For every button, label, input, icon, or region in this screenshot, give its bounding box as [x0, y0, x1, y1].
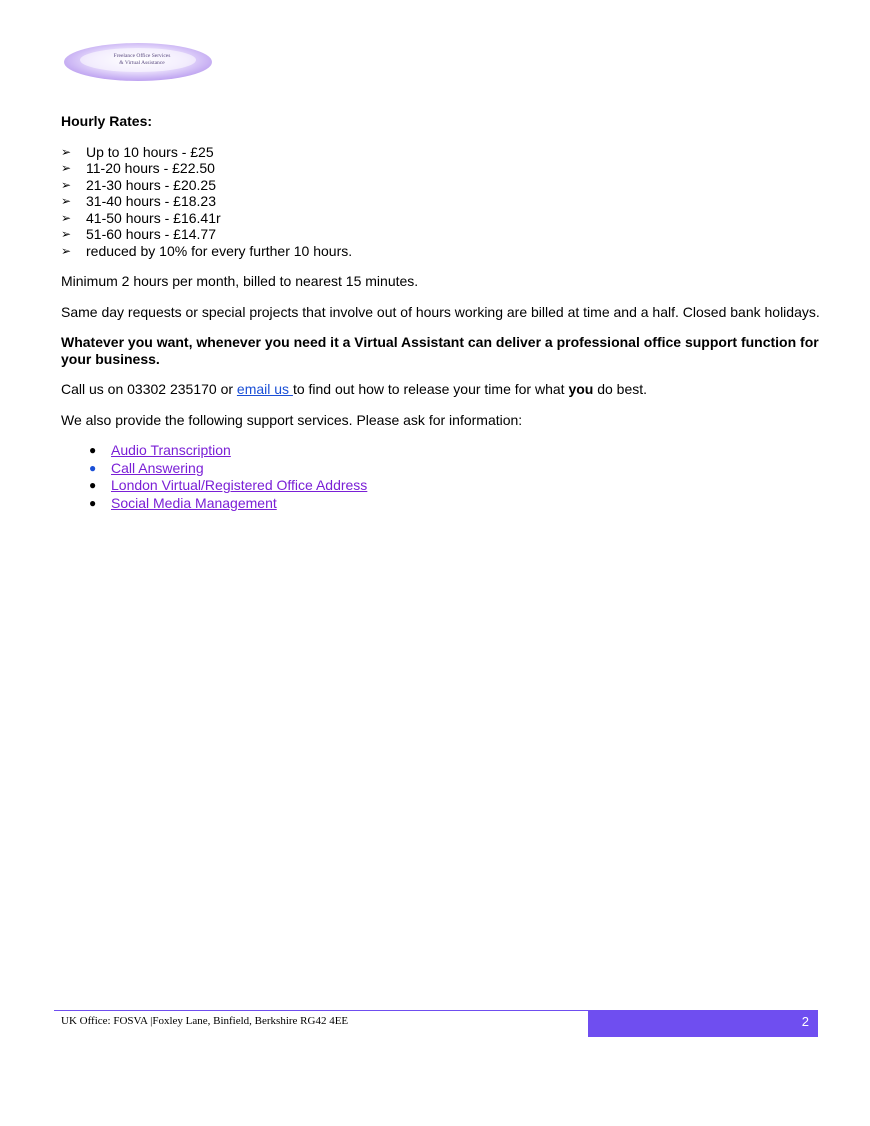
rate-item: ➢ Up to 10 hours - £25 — [61, 143, 214, 160]
logo-line-1: Freelance Office Services — [113, 53, 171, 59]
service-item — [61, 477, 821, 495]
minimum-hours-text: Minimum 2 hours per month, billed to nearest 15 minutes. — [61, 273, 419, 289]
rate-item: ➢ 51-60 hours - £14.77 — [61, 226, 216, 242]
bullet-dot-icon: ● — [89, 443, 97, 457]
service-item — [61, 495, 821, 513]
whatever-statement: Whatever you want, whenever you need it a Virtual Assistant can deliver a professional office support function for your business. — [61, 334, 819, 367]
bullet-dot-icon: ● — [89, 495, 97, 510]
hourly-rates-heading: Hourly Rates: — [61, 113, 153, 129]
arrow-bullet-icon: ➢ — [61, 227, 72, 241]
arrow-bullet-icon: ➢ — [61, 161, 72, 175]
services-list — [61, 442, 821, 512]
rate-item: ➢ reduced by 10% for every further 10 hours. — [61, 242, 353, 259]
service-item — [61, 460, 821, 478]
arrow-bullet-icon: ➢ — [61, 194, 72, 208]
service-link-office-address[interactable]: London Virtual/Registered Office Address — [111, 477, 368, 493]
rate-item: ➢ 41-50 hours - £16.41r — [61, 209, 221, 226]
rate-item: ➢ 21-30 hours - £20.25 — [61, 176, 216, 193]
call-us-paragraph: Call us on 03302 235170 or email us to find out how to release your time for what you do best. — [61, 381, 648, 397]
arrow-bullet-icon: ➢ — [61, 144, 72, 159]
service-link-social-media[interactable]: Social Media Management — [111, 494, 277, 511]
rate-item: ➢ 31-40 hours - £18.23 — [61, 193, 216, 209]
rate-item: ➢ 11-20 hours - £22.50 — [61, 160, 215, 176]
service-item — [61, 442, 821, 460]
email-us-link[interactable]: email us — [236, 381, 293, 397]
same-day-text: Same day requests or special projects that involve out of hours working are billed at time and a half. Closed bank holidays. — [61, 303, 820, 320]
bullet-dot-icon: ● — [89, 460, 97, 475]
also-provide-text: We also provide the following support services. Please ask for information: — [61, 411, 523, 428]
rates-list — [61, 144, 821, 260]
logo-text — [102, 53, 182, 67]
footer-address: UK Office: FOSVA |Foxley Lane, Binfield, Berkshire RG42 4EE — [61, 1015, 349, 1027]
company-logo — [62, 40, 214, 84]
service-link-call-answering[interactable]: Call Answering — [111, 459, 204, 476]
service-link-audio-transcription[interactable]: Audio Transcription — [111, 442, 231, 458]
bullet-dot-icon: ● — [89, 478, 97, 492]
page-number: 2 — [588, 1011, 818, 1037]
arrow-bullet-icon: ➢ — [61, 210, 72, 225]
logo-line-2: & Virtual Assistance — [119, 60, 165, 66]
arrow-bullet-icon: ➢ — [61, 243, 72, 258]
arrow-bullet-icon: ➢ — [61, 177, 72, 192]
page-content — [61, 113, 821, 512]
